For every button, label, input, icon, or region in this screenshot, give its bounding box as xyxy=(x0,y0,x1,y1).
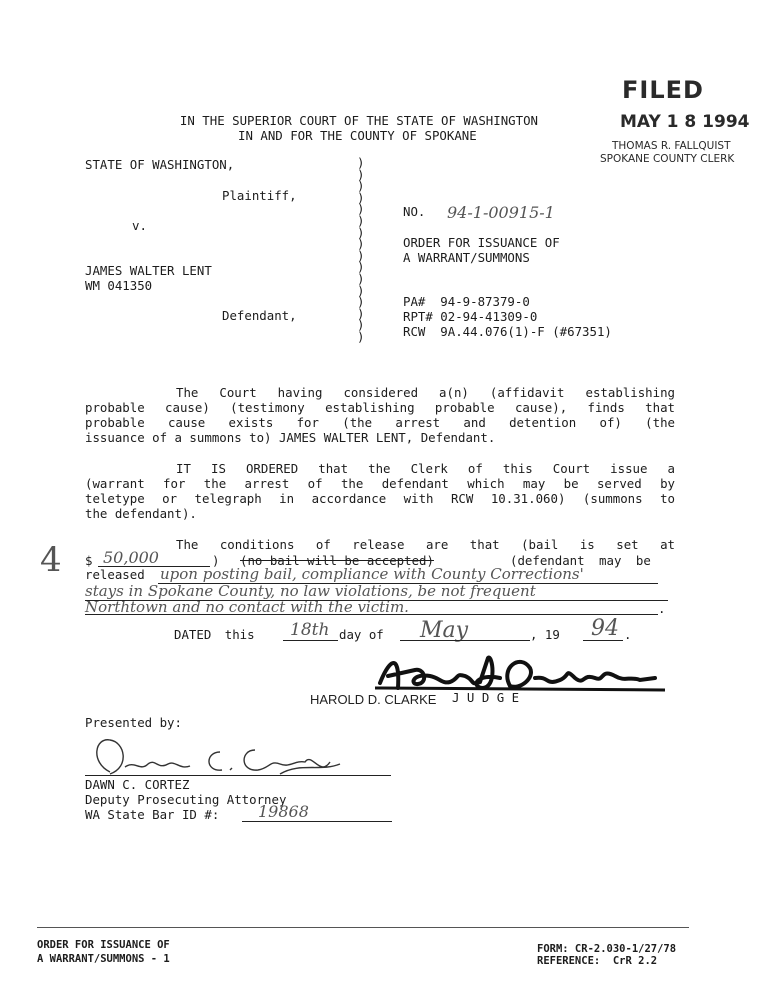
prosecutor-title: Deputy Prosecuting Attorney xyxy=(85,792,287,807)
dated-year-line xyxy=(583,640,623,641)
bail-amount: 50,000 xyxy=(103,548,159,567)
released-label: released xyxy=(85,567,145,582)
bar-id-line xyxy=(242,821,392,822)
defendant-name: JAMES WALTER LENT xyxy=(85,263,212,278)
case-number-label: NO. xyxy=(403,204,426,219)
bar-id-label: WA State Bar ID #: xyxy=(85,807,220,822)
footer-left-line1: ORDER FOR ISSUANCE OF xyxy=(37,939,170,951)
defendant-label: Defendant, xyxy=(222,308,297,323)
condition-line3: Northtown and no contact with the victim. xyxy=(85,598,409,616)
judge-title: J U D G E xyxy=(452,690,520,705)
filed-stamp-clerk-name: THOMAS R. FALLQUIST xyxy=(612,140,731,152)
plaintiff-label: Plaintiff, xyxy=(222,188,297,203)
defendant-id: WM 041350 xyxy=(85,278,153,293)
court-heading-line1 xyxy=(165,98,538,128)
plaintiff-name: STATE OF WASHINGTON, xyxy=(85,157,235,172)
paragraph3-line2-rest: (defendant may be xyxy=(510,553,651,568)
rpt-number: RPT# 02-94-41309-0 xyxy=(403,309,538,324)
dated-period: . xyxy=(624,627,632,642)
caption-divider: ) ) ) ) ) ) ) ) ) ) ) ) ) ) ) ) xyxy=(357,155,365,344)
condition-line1: upon posting bail, compliance with County Corrections' xyxy=(160,565,584,583)
prosecutor-signature-line xyxy=(85,775,391,776)
footer-rule xyxy=(37,927,689,928)
dated-day-line xyxy=(283,640,338,641)
document-title-line1: ORDER FOR ISSUANCE OF xyxy=(403,235,560,250)
margin-mark: 4 xyxy=(40,540,62,580)
paragraph1-line4: issuance of a summons to) JAMES WALTER LENT, Defendant. xyxy=(85,430,496,445)
filed-stamp-date: MAY 1 8 1994 xyxy=(620,112,750,132)
paragraph2-line2: (warrant for the arrest of the defendant which may be served by xyxy=(85,476,675,491)
dated-label: DATED this xyxy=(174,627,255,642)
court-heading-part-a: IN THE SUPER xyxy=(179,113,270,128)
filed-stamp-title: FILED xyxy=(622,76,704,104)
dated-year: 94 xyxy=(591,616,619,641)
condition-line2: stays in Spokane County, no law violations, be not frequent xyxy=(85,582,536,600)
judge-signature-image xyxy=(370,648,670,698)
judge-name: HAROLD D. CLARKE xyxy=(310,692,437,707)
day-of-label: day of xyxy=(339,627,384,642)
bail-prefix: $ xyxy=(85,553,93,568)
court-heading-line2: IN AND FOR THE COUNTY OF SPOKANE xyxy=(238,128,477,143)
paragraph1-line1: The Court having considered a(n) (affidavit establishing xyxy=(176,385,675,400)
paragraph3-line1: The conditions of release are that (bail is set at xyxy=(176,537,675,552)
presented-by-label: Presented by: xyxy=(85,715,182,730)
paragraph1-line3: probable cause exists for (the arrest and detention of) (the xyxy=(85,415,675,430)
condition-end-period: . xyxy=(658,601,666,616)
prosecutor-name: DAWN C. CORTEZ xyxy=(85,777,190,792)
dated-day: 18th xyxy=(290,620,330,640)
case-number: 94-1-00915-1 xyxy=(447,203,555,222)
condition-line3-rule xyxy=(85,614,658,615)
paragraph2-line1: IT IS ORDERED that the Clerk of this Court issue a xyxy=(176,461,675,476)
footer-right-line2: REFERENCE: CrR 2.2 xyxy=(537,955,658,967)
bar-id-number: 19868 xyxy=(258,802,309,821)
footer-right-line1: FORM: CR-2.030-1/27/78 xyxy=(537,943,677,955)
filed-stamp-clerk-title: SPOKANE COUNTY CLERK xyxy=(600,153,735,165)
dated-month: May xyxy=(420,618,469,643)
year-prefix: , 19 xyxy=(530,627,560,642)
bail-close-paren: ) xyxy=(212,553,220,568)
court-heading-part-b: IOR COURT OF THE STATE OF WASHINGTON xyxy=(269,113,539,128)
paragraph2-line3: teletype or telegraph in accordance with RCW 10.31.060) (summons to xyxy=(85,491,675,506)
no-bail-option: (no bail will be accepted) xyxy=(240,553,434,568)
rcw-citation: RCW 9A.44.076(1)-F (#67351) xyxy=(403,324,612,339)
versus-label: v. xyxy=(132,218,147,233)
pa-number: PA# 94-9-87379-0 xyxy=(403,294,530,309)
paragraph2-line4: the defendant). xyxy=(85,506,197,521)
footer-left-line2: A WARRANT/SUMMONS - 1 xyxy=(37,953,170,965)
paragraph1-line2: probable cause) (testimony establishing probable cause), finds that xyxy=(85,400,675,415)
dated-month-line xyxy=(400,640,530,641)
document-title-line2: A WARRANT/SUMMONS xyxy=(403,250,530,265)
